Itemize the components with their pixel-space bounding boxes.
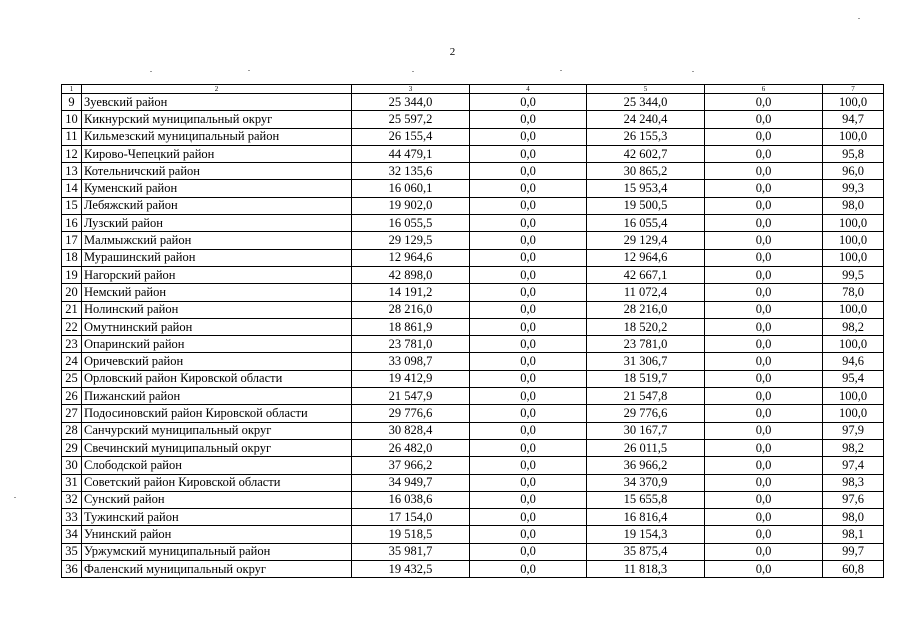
column-6-value: 0,0 (705, 163, 823, 180)
district-name: Кирово-Чепецкий район (82, 145, 352, 162)
district-name: Куменский район (82, 180, 352, 197)
column-5-value: 24 240,4 (587, 111, 705, 128)
district-name: Нолинский район (82, 301, 352, 318)
table-row (62, 128, 884, 145)
row-number: 28 (62, 422, 82, 439)
table-row (62, 526, 884, 543)
column-3-value: 25 597,2 (352, 111, 470, 128)
row-number: 33 (62, 509, 82, 526)
column-3-value: 33 098,7 (352, 353, 470, 370)
row-number: 13 (62, 163, 82, 180)
column-3-value: 44 479,1 (352, 145, 470, 162)
column-7-value: 97,4 (823, 457, 884, 474)
scan-speck (150, 71, 152, 72)
column-4-value: 0,0 (470, 457, 587, 474)
district-name: Мурашинский район (82, 249, 352, 266)
column-3-value: 30 828,4 (352, 422, 470, 439)
row-number: 26 (62, 388, 82, 405)
column-3-value: 23 781,0 (352, 336, 470, 353)
column-5-value: 12 964,6 (587, 249, 705, 266)
column-7-value: 98,0 (823, 509, 884, 526)
table-row (62, 301, 884, 318)
row-number: 12 (62, 145, 82, 162)
column-4-value: 0,0 (470, 197, 587, 214)
district-name: Подосиновский район Кировской области (82, 405, 352, 422)
table-row (62, 474, 884, 491)
column-6-value: 0,0 (705, 111, 823, 128)
column-6-value: 0,0 (705, 128, 823, 145)
column-5-value: 18 520,2 (587, 318, 705, 335)
column-6-value: 0,0 (705, 249, 823, 266)
column-4-value: 0,0 (470, 561, 587, 578)
row-number: 29 (62, 439, 82, 456)
column-6-value: 0,0 (705, 509, 823, 526)
district-name: Слободской район (82, 457, 352, 474)
column-4-value: 0,0 (470, 301, 587, 318)
column-6-value: 0,0 (705, 94, 823, 111)
row-number: 18 (62, 249, 82, 266)
column-3-value: 17 154,0 (352, 509, 470, 526)
row-number: 23 (62, 336, 82, 353)
column-5-value: 30 167,7 (587, 422, 705, 439)
table-row (62, 422, 884, 439)
column-6-value: 0,0 (705, 370, 823, 387)
column-3-value: 28 216,0 (352, 301, 470, 318)
district-name: Кильмезский муниципальный район (82, 128, 352, 145)
column-4-value: 0,0 (470, 163, 587, 180)
column-6-value: 0,0 (705, 526, 823, 543)
column-5-value: 11 072,4 (587, 284, 705, 301)
table-header-row (62, 85, 884, 94)
district-name: Лузский район (82, 215, 352, 232)
column-7-value: 100,0 (823, 215, 884, 232)
district-name: Санчурский муниципальный округ (82, 422, 352, 439)
column-4-value: 0,0 (470, 94, 587, 111)
column-6-value: 0,0 (705, 232, 823, 249)
column-header: 3 (352, 85, 470, 94)
table-row (62, 336, 884, 353)
district-name: Немский район (82, 284, 352, 301)
column-4-value: 0,0 (470, 180, 587, 197)
column-3-value: 35 981,7 (352, 543, 470, 560)
column-4-value: 0,0 (470, 543, 587, 560)
district-name: Орловский район Кировской области (82, 370, 352, 387)
column-5-value: 18 519,7 (587, 370, 705, 387)
scan-speck (248, 70, 250, 71)
column-7-value: 94,6 (823, 353, 884, 370)
page-number: 2 (449, 46, 456, 58)
column-5-value: 35 875,4 (587, 543, 705, 560)
scan-speck (14, 497, 16, 498)
column-6-value: 0,0 (705, 491, 823, 508)
column-4-value: 0,0 (470, 474, 587, 491)
scan-speck (412, 71, 414, 72)
column-3-value: 32 135,6 (352, 163, 470, 180)
column-4-value: 0,0 (470, 491, 587, 508)
column-3-value: 19 432,5 (352, 561, 470, 578)
row-number: 27 (62, 405, 82, 422)
row-number: 25 (62, 370, 82, 387)
column-7-value: 99,3 (823, 180, 884, 197)
table-row (62, 232, 884, 249)
table-body (62, 85, 884, 578)
table-row (62, 318, 884, 335)
column-7-value: 98,2 (823, 318, 884, 335)
column-7-value: 98,0 (823, 197, 884, 214)
column-4-value: 0,0 (470, 336, 587, 353)
district-name: Свечинский муниципальный округ (82, 439, 352, 456)
row-number: 11 (62, 128, 82, 145)
column-7-value: 100,0 (823, 128, 884, 145)
district-name: Тужинский район (82, 509, 352, 526)
column-4-value: 0,0 (470, 388, 587, 405)
column-7-value: 98,3 (823, 474, 884, 491)
column-5-value: 36 966,2 (587, 457, 705, 474)
column-4-value: 0,0 (470, 405, 587, 422)
column-3-value: 25 344,0 (352, 94, 470, 111)
table-row (62, 266, 884, 283)
column-6-value: 0,0 (705, 474, 823, 491)
column-4-value: 0,0 (470, 215, 587, 232)
column-6-value: 0,0 (705, 145, 823, 162)
table-row (62, 197, 884, 214)
column-3-value: 18 861,9 (352, 318, 470, 335)
column-4-value: 0,0 (470, 318, 587, 335)
row-number: 24 (62, 353, 82, 370)
column-5-value: 29 129,4 (587, 232, 705, 249)
column-3-value: 19 412,9 (352, 370, 470, 387)
district-name: Пижанский район (82, 388, 352, 405)
district-name: Омутнинский район (82, 318, 352, 335)
table-row (62, 370, 884, 387)
row-number: 17 (62, 232, 82, 249)
column-5-value: 16 816,4 (587, 509, 705, 526)
column-7-value: 97,9 (823, 422, 884, 439)
column-7-value: 100,0 (823, 336, 884, 353)
column-7-value: 95,4 (823, 370, 884, 387)
column-5-value: 11 818,3 (587, 561, 705, 578)
row-number: 9 (62, 94, 82, 111)
column-header: 1 (62, 85, 82, 94)
column-6-value: 0,0 (705, 353, 823, 370)
district-name: Советский район Кировской области (82, 474, 352, 491)
column-3-value: 21 547,9 (352, 388, 470, 405)
column-7-value: 98,1 (823, 526, 884, 543)
district-name: Лебяжский район (82, 197, 352, 214)
column-6-value: 0,0 (705, 266, 823, 283)
column-3-value: 42 898,0 (352, 266, 470, 283)
column-3-value: 16 038,6 (352, 491, 470, 508)
column-4-value: 0,0 (470, 111, 587, 128)
column-4-value: 0,0 (470, 128, 587, 145)
column-4-value: 0,0 (470, 439, 587, 456)
column-5-value: 21 547,8 (587, 388, 705, 405)
column-4-value: 0,0 (470, 249, 587, 266)
row-number: 15 (62, 197, 82, 214)
column-7-value: 96,0 (823, 163, 884, 180)
district-name: Малмыжский район (82, 232, 352, 249)
district-name: Фаленский муниципальный округ (82, 561, 352, 578)
column-5-value: 16 055,4 (587, 215, 705, 232)
scan-speck (858, 18, 860, 19)
column-3-value: 19 902,0 (352, 197, 470, 214)
column-5-value: 30 865,2 (587, 163, 705, 180)
row-number: 31 (62, 474, 82, 491)
row-number: 36 (62, 561, 82, 578)
district-name: Унинский район (82, 526, 352, 543)
scan-speck (692, 71, 694, 72)
data-table (61, 84, 884, 578)
table-row (62, 163, 884, 180)
table-row (62, 180, 884, 197)
column-4-value: 0,0 (470, 353, 587, 370)
row-number: 22 (62, 318, 82, 335)
column-6-value: 0,0 (705, 388, 823, 405)
district-name: Уржумский муниципальный район (82, 543, 352, 560)
column-6-value: 0,0 (705, 284, 823, 301)
table-row (62, 284, 884, 301)
column-3-value: 26 155,4 (352, 128, 470, 145)
row-number: 10 (62, 111, 82, 128)
scan-speck (560, 70, 562, 71)
column-4-value: 0,0 (470, 232, 587, 249)
column-7-value: 98,2 (823, 439, 884, 456)
column-7-value: 60,8 (823, 561, 884, 578)
row-number: 14 (62, 180, 82, 197)
table-row (62, 388, 884, 405)
table-row (62, 509, 884, 526)
column-6-value: 0,0 (705, 180, 823, 197)
column-4-value: 0,0 (470, 370, 587, 387)
column-3-value: 26 482,0 (352, 439, 470, 456)
column-5-value: 19 500,5 (587, 197, 705, 214)
column-3-value: 14 191,2 (352, 284, 470, 301)
column-header: 5 (587, 85, 705, 94)
district-name: Зуевский район (82, 94, 352, 111)
row-number: 21 (62, 301, 82, 318)
column-7-value: 97,6 (823, 491, 884, 508)
table-row (62, 439, 884, 456)
table-row (62, 543, 884, 560)
column-5-value: 42 602,7 (587, 145, 705, 162)
table-row (62, 457, 884, 474)
district-name: Оричевский район (82, 353, 352, 370)
district-name: Котельничский район (82, 163, 352, 180)
column-3-value: 16 060,1 (352, 180, 470, 197)
column-header: 6 (705, 85, 823, 94)
column-4-value: 0,0 (470, 422, 587, 439)
column-5-value: 34 370,9 (587, 474, 705, 491)
table-row (62, 145, 884, 162)
column-7-value: 100,0 (823, 388, 884, 405)
row-number: 32 (62, 491, 82, 508)
column-3-value: 16 055,5 (352, 215, 470, 232)
column-5-value: 28 216,0 (587, 301, 705, 318)
table-row (62, 94, 884, 111)
column-7-value: 95,8 (823, 145, 884, 162)
column-6-value: 0,0 (705, 197, 823, 214)
row-number: 16 (62, 215, 82, 232)
column-6-value: 0,0 (705, 439, 823, 456)
table-row (62, 353, 884, 370)
column-3-value: 29 776,6 (352, 405, 470, 422)
table-row (62, 111, 884, 128)
table-row (62, 215, 884, 232)
column-7-value: 100,0 (823, 405, 884, 422)
column-4-value: 0,0 (470, 266, 587, 283)
column-5-value: 19 154,3 (587, 526, 705, 543)
column-3-value: 29 129,5 (352, 232, 470, 249)
column-6-value: 0,0 (705, 561, 823, 578)
column-4-value: 0,0 (470, 284, 587, 301)
column-header: 2 (82, 85, 352, 94)
row-number: 35 (62, 543, 82, 560)
column-3-value: 12 964,6 (352, 249, 470, 266)
column-5-value: 29 776,6 (587, 405, 705, 422)
column-7-value: 94,7 (823, 111, 884, 128)
column-6-value: 0,0 (705, 318, 823, 335)
column-4-value: 0,0 (470, 145, 587, 162)
column-7-value: 100,0 (823, 94, 884, 111)
table-row (62, 249, 884, 266)
column-7-value: 99,5 (823, 266, 884, 283)
district-name: Сунский район (82, 491, 352, 508)
district-name: Кикнурский муниципальный округ (82, 111, 352, 128)
column-5-value: 26 011,5 (587, 439, 705, 456)
row-number: 34 (62, 526, 82, 543)
column-6-value: 0,0 (705, 301, 823, 318)
district-name: Опаринский район (82, 336, 352, 353)
column-5-value: 42 667,1 (587, 266, 705, 283)
column-7-value: 99,7 (823, 543, 884, 560)
column-5-value: 15 655,8 (587, 491, 705, 508)
column-5-value: 26 155,3 (587, 128, 705, 145)
table-row (62, 405, 884, 422)
column-5-value: 31 306,7 (587, 353, 705, 370)
table-row (62, 491, 884, 508)
row-number: 19 (62, 266, 82, 283)
column-6-value: 0,0 (705, 457, 823, 474)
column-6-value: 0,0 (705, 215, 823, 232)
column-header: 4 (470, 85, 587, 94)
column-5-value: 15 953,4 (587, 180, 705, 197)
column-7-value: 100,0 (823, 249, 884, 266)
column-6-value: 0,0 (705, 405, 823, 422)
row-number: 20 (62, 284, 82, 301)
table-row (62, 561, 884, 578)
column-6-value: 0,0 (705, 336, 823, 353)
column-6-value: 0,0 (705, 543, 823, 560)
column-4-value: 0,0 (470, 526, 587, 543)
column-7-value: 100,0 (823, 301, 884, 318)
column-3-value: 19 518,5 (352, 526, 470, 543)
column-7-value: 78,0 (823, 284, 884, 301)
row-number: 30 (62, 457, 82, 474)
column-4-value: 0,0 (470, 509, 587, 526)
column-3-value: 34 949,7 (352, 474, 470, 491)
column-header: 7 (823, 85, 884, 94)
column-5-value: 23 781,0 (587, 336, 705, 353)
column-3-value: 37 966,2 (352, 457, 470, 474)
column-5-value: 25 344,0 (587, 94, 705, 111)
column-6-value: 0,0 (705, 422, 823, 439)
district-name: Нагорский район (82, 266, 352, 283)
column-7-value: 100,0 (823, 232, 884, 249)
